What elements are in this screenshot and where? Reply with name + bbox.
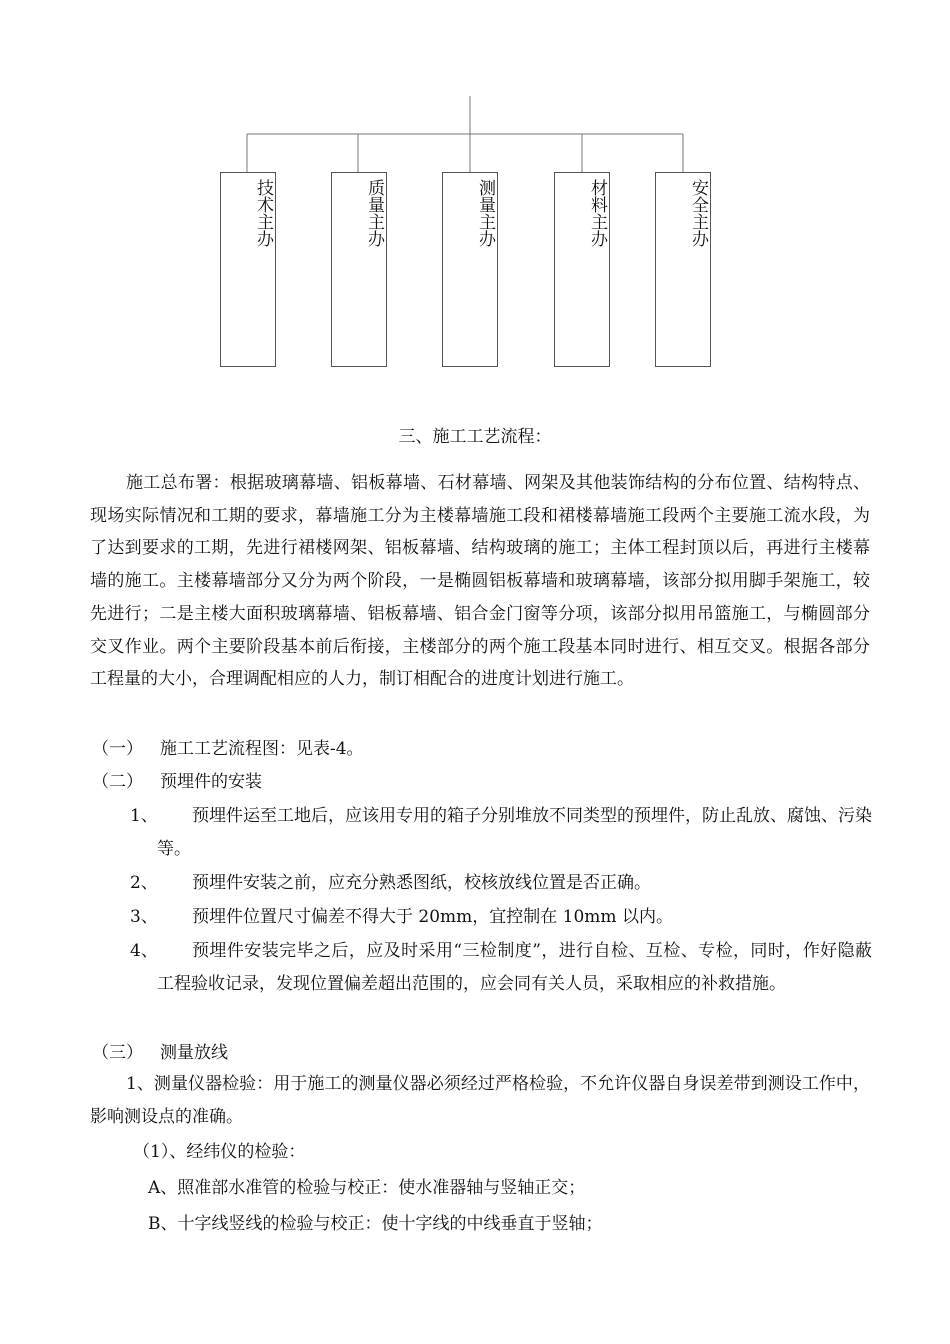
survey-paragraph: 1、测量仪器检验：用于施工的测量仪器必须经过严格检验，不允许仪器自身误差带到测设工作中，影响测设点的准确。 [90, 1074, 870, 1127]
org-box-label: 技术主办 [253, 179, 273, 247]
org-box-safety [655, 172, 711, 367]
org-chart [0, 0, 950, 390]
section-title: 三、施工工艺流程： [398, 427, 552, 447]
sub2-heading: 预埋件的安装 [160, 772, 262, 792]
org-box-label: 质量主办 [364, 179, 384, 247]
item-text: 预埋件位置尺寸偏差不得大于 20mm，宜控制在 10mm 以内。 [192, 907, 673, 927]
item-text: 预埋件运至工地后，应该用专用的箱子分别堆放不同类型的预埋件，防止乱放、腐蚀、污染等。 [157, 806, 872, 859]
org-box-label: 测量主办 [475, 179, 495, 247]
item-number: 4、 [130, 941, 158, 961]
org-box-label: 材料主办 [587, 179, 607, 247]
sub3-number: （三） [92, 1043, 143, 1063]
check-item-b: B、十字线竖线的检验与校正：使十字线的中线垂直于竖轴； [148, 1214, 603, 1234]
item-text: 预埋件安装之前，应充分熟悉图纸，校核放线位置是否正确。 [192, 873, 651, 893]
sub1-text: 施工工艺流程图：见表-4。 [160, 739, 364, 759]
item-number: 1、 [130, 806, 158, 826]
theodolite-heading: （1）、经纬仪的检验： [133, 1142, 306, 1162]
org-box-survey [442, 172, 498, 367]
org-box-tech [220, 172, 276, 367]
org-box-material [554, 172, 610, 367]
item-number: 3、 [130, 907, 158, 927]
check-item-a: A、照准部水准管的检验与校正：使水准器轴与竖轴正交； [148, 1178, 586, 1198]
intro-paragraph: 施工总布署：根据玻璃幕墙、铝板幕墙、石材幕墙、网架及其他装饰结构的分布位置、结构特点、现场实际情况和工期的要求，幕墙施工分为主楼幕墙施工段和裙楼幕墙施工段两个主要施工流水段，为了达到要求的工期，先进行裙楼网架、铝板幕墙、结构玻璃的施工；主体工程封顶以后，再进行主楼幕墙的施工。主楼幕墙部分又分为两个阶段，一是椭圆铝板幕墙和玻璃幕墙，该部分拟用脚手架施工，较先进行；二是主楼大面积玻璃幕墙、铝板幕墙、铝合金门窗等分项，该部分拟用吊篮施工，与椭圆部分交叉作业。两个主要阶段基本前后衔接，主楼部分的两个施工段基本同时进行、相互交叉。根据各部分工程量的大小，合理调配相应的人力，制订相配合的进度计划进行施工。 [90, 473, 870, 690]
sub1-number: （一） [92, 739, 143, 759]
org-box-quality [331, 172, 387, 367]
sub2-number: （二） [92, 772, 143, 792]
org-box-label: 安全主办 [688, 179, 708, 247]
item-number: 2、 [130, 873, 158, 893]
sub3-heading: 测量放线 [160, 1043, 228, 1063]
item-text: 预埋件安装完毕之后，应及时采用“三检制度”，进行自检、互检、专检，同时，作好隐蔽工程验收记录，发现位置偏差超出范围的，应会同有关人员，采取相应的补救措施。 [157, 941, 872, 994]
